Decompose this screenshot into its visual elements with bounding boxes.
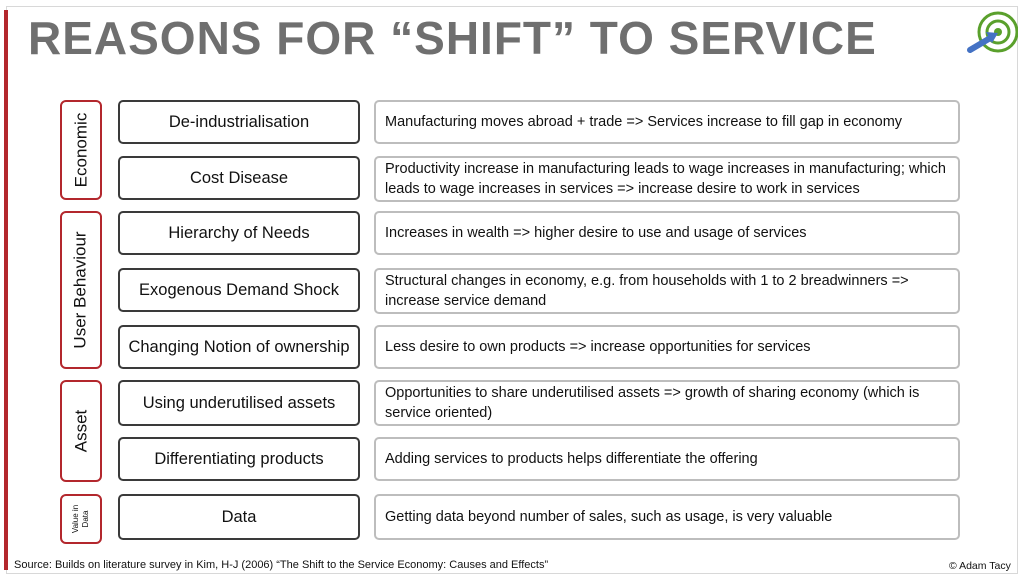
reason-box: Using underutilised assets [118,380,360,426]
source-citation: Source: Builds on literature survey in Kim, H-J (2006) “The Shift to the Service Economy: Causes and Effects” [14,559,549,571]
reason-box: Changing Notion of ownership [118,325,360,369]
reason-box: Cost Disease [118,156,360,200]
category-label: Value in Data [71,504,90,534]
reason-box: Exogenous Demand Shock [118,268,360,312]
target-logo-icon [962,8,1018,64]
copyright-notice: © Adam Tacy [949,560,1011,572]
category-label: User Behaviour [71,231,91,349]
description-box: Structural changes in economy, e.g. from households with 1 to 2 breadwinners => increase service demand [374,268,960,314]
slide-title: REASONS FOR “SHIFT” TO SERVICE [28,12,877,64]
description-box: Getting data beyond number of sales, such as usage, is very valuable [374,494,960,540]
category-label: Economic [71,112,91,188]
accent-bar [4,10,8,570]
description-box: Productivity increase in manufacturing leads to wage increases in manufacturing; which leads to wage increases in services => increase desire to work in services [374,156,960,202]
description-box: Adding services to products helps differentiate the offering [374,437,960,481]
category-value-in-data [60,494,102,544]
reason-box: Data [118,494,360,540]
category-user-behaviour [60,211,102,369]
description-box: Increases in wealth => higher desire to use and usage of services [374,211,960,255]
reason-box: Hierarchy of Needs [118,211,360,255]
reason-box: De-industrialisation [118,100,360,144]
description-box: Less desire to own products => increase opportunities for services [374,325,960,369]
category-label: Asset [71,409,90,453]
reason-box: Differentiating products [118,437,360,481]
category-asset [60,380,102,482]
description-box: Opportunities to share underutilised assets => growth of sharing economy (which is service oriented) [374,380,960,426]
description-box: Manufacturing moves abroad + trade => Services increase to fill gap in economy [374,100,960,144]
category-economic [60,100,102,200]
